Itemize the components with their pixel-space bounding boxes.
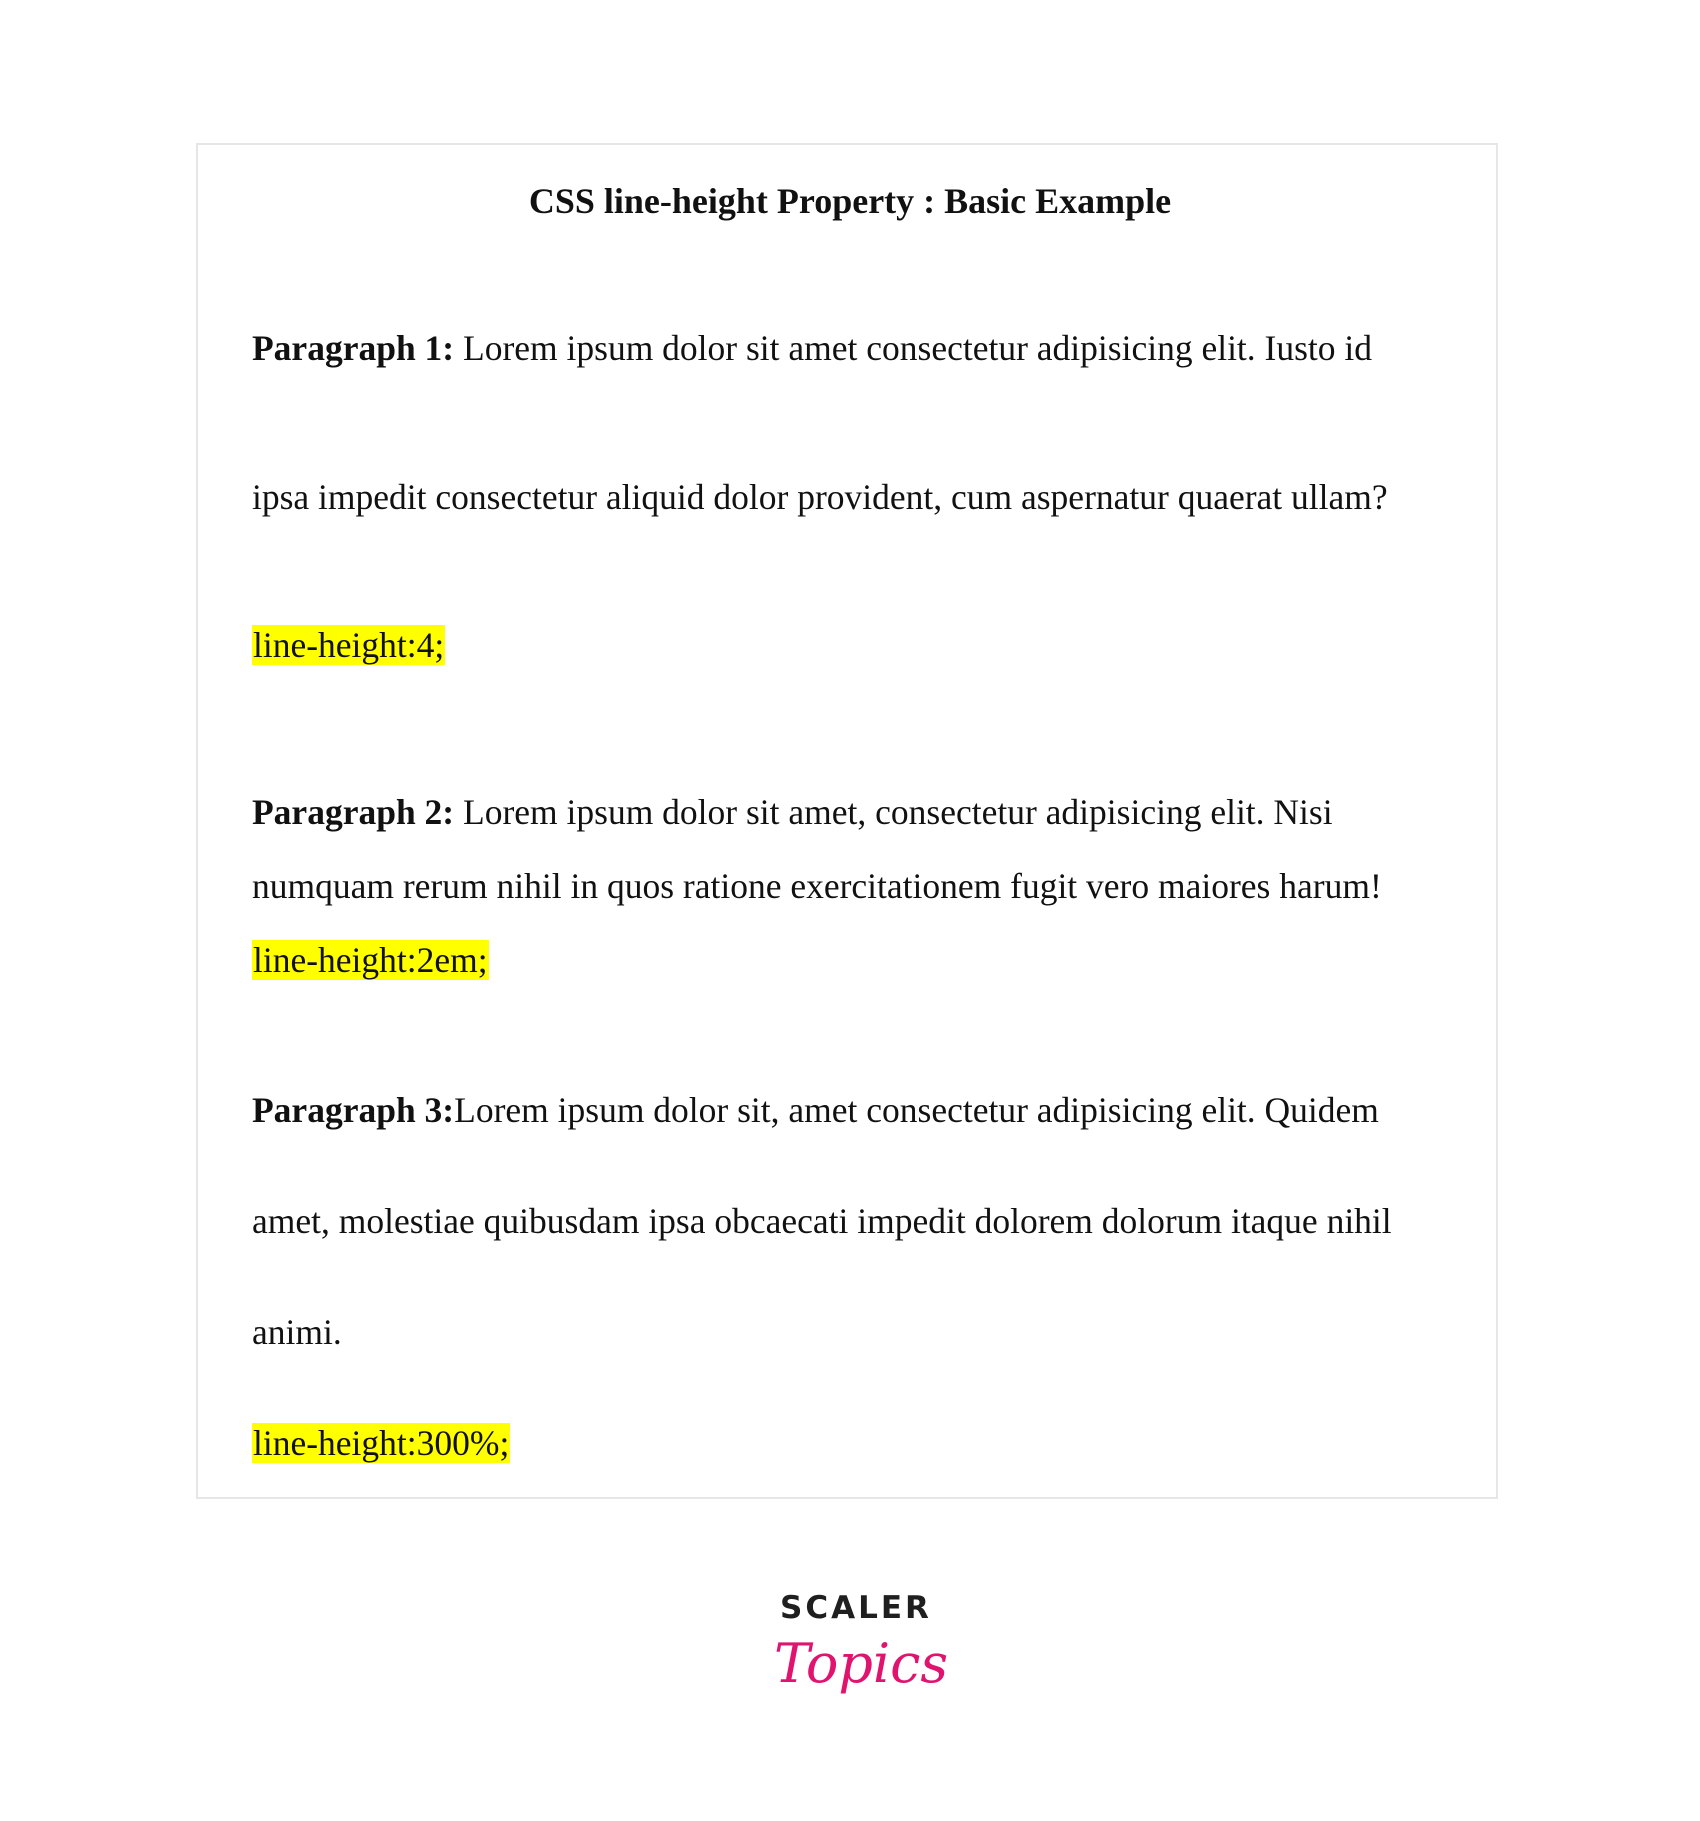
paragraph-1-line-1: [252, 327, 1372, 369]
paragraph-2-code: line-height:2em;: [253, 940, 488, 980]
paragraph-3-line-3: [252, 1311, 342, 1353]
paragraph-1-text-1: Lorem ipsum dolor sit amet consectetur adipisicing elit. Iusto id: [463, 328, 1373, 368]
logo-top-word: SCALER: [780, 1590, 932, 1626]
logo-script-text: Topics: [774, 1632, 949, 1695]
paragraph-2-code-line: [252, 939, 489, 981]
paragraph-2-line-1: [252, 791, 1333, 833]
paragraph-3-text-3: animi.: [252, 1312, 342, 1352]
page-title: CSS line-height Property : Basic Example: [528, 181, 1172, 221]
paragraph-3-line-2: [252, 1200, 1392, 1242]
paragraph-2-label: Paragraph 2:: [252, 792, 455, 832]
paragraph-1-line-2: [252, 476, 1388, 518]
paragraph-3-code-line: [252, 1422, 510, 1464]
paragraph-2-line-2: [252, 865, 1382, 907]
paragraph-3-code: line-height:300%;: [253, 1423, 510, 1463]
paragraph-3-line-1: [252, 1089, 1379, 1131]
logo-script-word: [770, 1620, 949, 1720]
paragraph-1-text-2: ipsa impedit consectetur aliquid dolor provident, cum aspernatur quaerat ullam?: [252, 477, 1388, 517]
paragraph-2-text-1: Lorem ipsum dolor sit amet, consectetur adipisicing elit. Nisi: [463, 792, 1333, 832]
paragraph-1-code: line-height:4;: [253, 625, 445, 665]
paragraph-1-code-line: [252, 624, 445, 666]
paragraph-3-text-2: amet, molestiae quibusdam ipsa obcaecati impedit dolorem dolorum itaque nihil: [252, 1201, 1392, 1241]
paragraph-3-text-1: Lorem ipsum dolor sit, amet consectetur adipisicing elit. Quidem: [454, 1090, 1379, 1130]
scaler-topics-logo: [770, 1590, 949, 1720]
paragraph-3-label: Paragraph 3:: [252, 1090, 455, 1130]
paragraph-1-label: Paragraph 1:: [252, 328, 455, 368]
paragraph-2-text-2: numquam rerum nihil in quos ratione exercitationem fugit vero maiores harum!: [252, 866, 1382, 906]
